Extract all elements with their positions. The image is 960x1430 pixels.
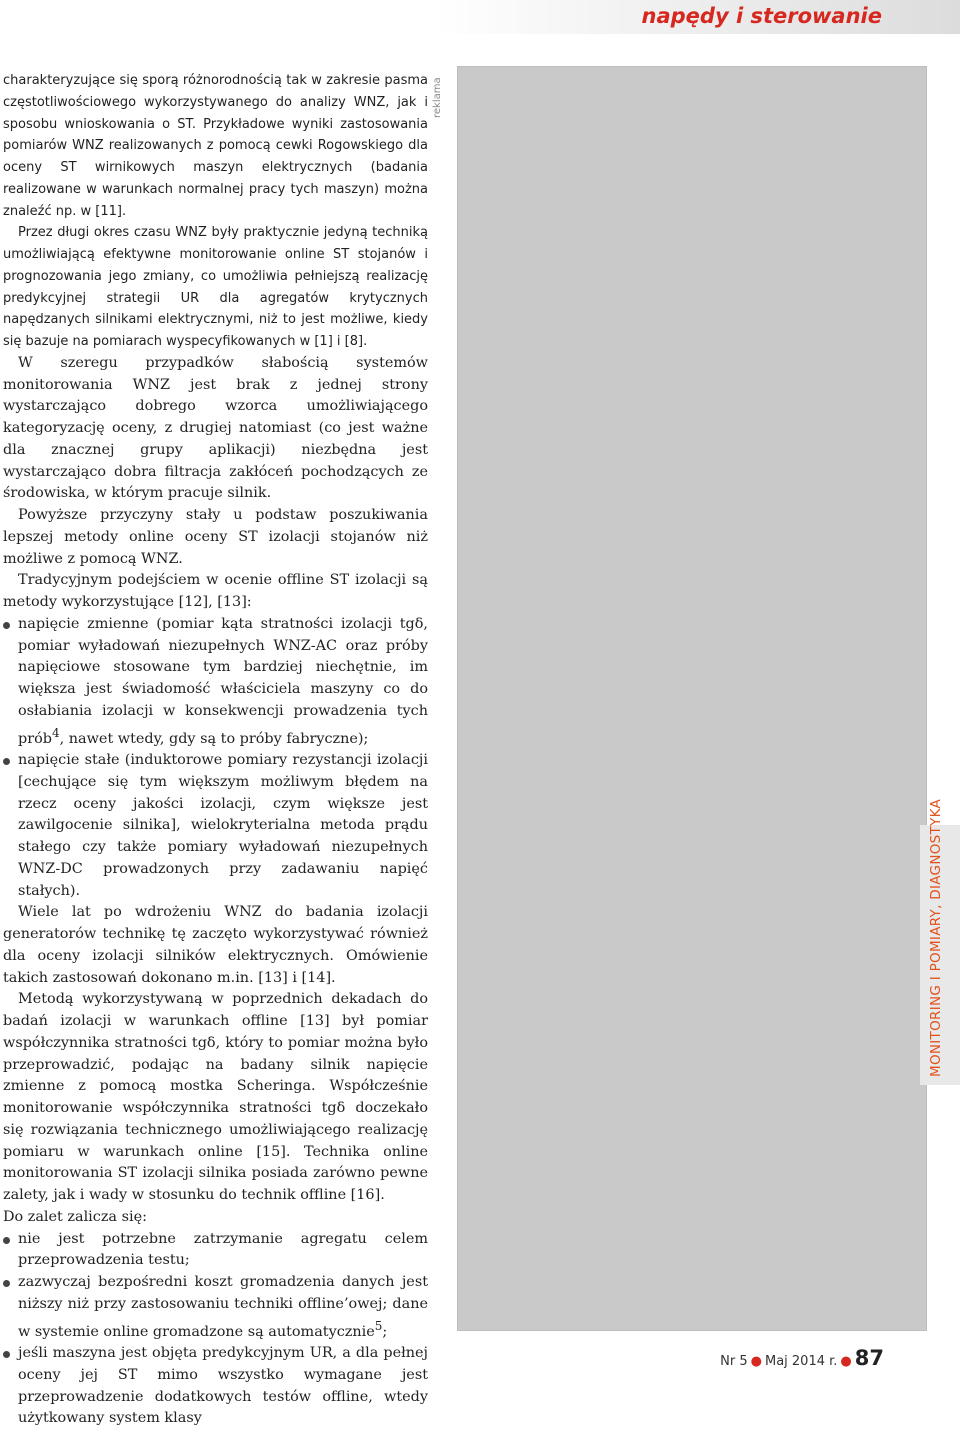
- list-item: jeśli maszyna jest objęta predykcyjnym UR, a dla pełnej oceny jej ST mimo wszystko wymagane jest przeprowadzenie dodatkowych testów offline, wtedy użytkowany system klasy: [3, 1343, 428, 1430]
- section-title: napędy i sterowanie: [641, 4, 882, 28]
- side-tab-label: MONITORING I POMIARY, DIAGNOSTYKA: [928, 798, 944, 1077]
- bullet-icon: [3, 1237, 10, 1244]
- page-number: 87: [854, 1346, 884, 1370]
- paragraph-5: Tradycyjnym podejściem w ocenie offline ST izolacji są metody wykorzystujące [12], [13]:: [3, 572, 428, 610]
- paragraph-7: Metodą wykorzystywaną w poprzednich dekadach do badań izolacji w warunkach offline [13] był pomiar współczynnika stratności tgδ, który to pomiar można było przeprowadzić, podając na badany silnik napięcie zmienne z pomocą mostka Scheringa. Współcześnie monitorowanie współczynnika stratności tgδ doczekało się rozwiązania technicznego umożliwiającego realizację pomiaru w warunkach online [15]. Technika online monitorowania ST izolacji silnika posiada zarówno pewne zalety, jak i wady w stosunku do technik offline [16].: [3, 991, 428, 1204]
- article-column: [3, 70, 428, 1430]
- paragraph-1: charakteryzujące się sporą różnorodnością tak w zakresie pasma częstotliwościowego wykorzystywanego do analizy WNZ, jak i sposobu wnioskowania o ST. Przykładowe wyniki zastosowania pomiarów WNZ realizowanych z pomocą cewki Rogowskiego dla oceny ST wirnikowych maszyn elektrycznych (badania realizowane w warunkach normalnej pracy tych maszyn) można znaleźć np. w [11].: [3, 73, 428, 219]
- advertisement-placeholder: [457, 66, 927, 1331]
- paragraph-6: Wiele lat po wdrożeniu WNZ do badania izolacji generatorów technikę tę zaczęto wykorzystywać również dla oceny izolacji silników elektrycznych. Omówienie takich zastosowań dokonano m.in. [13] i [14].: [3, 904, 428, 986]
- bullet-icon: [3, 622, 10, 629]
- advantages-list: [3, 1229, 428, 1430]
- paragraph-4: Powyższe przyczyny stały u podstaw poszukiwania lepszej metody online oceny ST izolacji stojanów niż możliwe z pomocą WNZ.: [3, 507, 428, 567]
- separator-dot-icon: ●: [840, 1354, 852, 1369]
- paragraph-8: Do zalet zalicza się:: [3, 1208, 147, 1225]
- bullet-icon: [3, 758, 10, 765]
- ad-label: reklama: [432, 77, 443, 118]
- list-item: zazwyczaj bezpośredni koszt gromadzenia danych jest niższy niż przy zastosowaniu techniki offline’owej; dane w systemie online gromadzone są automatycznie$^5$;: [3, 1272, 428, 1343]
- issue-date: Maj 2014 r.: [764, 1354, 838, 1369]
- header-bar: [0, 0, 960, 34]
- issue-number: Nr 5: [720, 1354, 748, 1369]
- bullet-icon: [3, 1280, 10, 1287]
- list-item: nie jest potrzebne zatrzymanie agregatu celem przeprowadzenia testu;: [3, 1229, 428, 1273]
- list-item: napięcie stałe (induktorowe pomiary rezystancji izolacji [cechujące się tym większym możliwym błędem na rzecz oceny jakości izolacji, czym większe jest zawilgocenie silnika], wielokryterialna metoda prądu stałego czy także pomiary wyładowań niezupełnych WNZ-DC prowadzonych przy zadawaniu napięć stałych).: [3, 750, 428, 902]
- footer: [720, 1346, 884, 1370]
- separator-dot-icon: ●: [750, 1354, 762, 1369]
- method-list: [3, 614, 428, 903]
- paragraph-3: W szeregu przypadków słabością systemów monitorowania WNZ jest brak z jednej strony wystarczająco dobrego wzorca umożliwiającego kategoryzację oceny, z drugiej natomiast (co jest ważne dla znacznej grupy aplikacji) niezbędna jest wystarczająco dobra filtracja zakłóceń pochodzących ze środowiska, w którym pracuje silnik.: [3, 354, 428, 502]
- list-item: napięcie zmienne (pomiar kąta stratności izolacji tgδ, pomiar wyładowań niezupełnych WNZ-AC oraz próby napięciowe stosowane tym bardziej niechętnie, im większa jest świadomość właściciela maszyny co do osłabiania izolacji w konsekwencji prowadzenia tych prób$^4$, nawet wtedy, gdy są to próby fabryczne);: [3, 614, 428, 750]
- bullet-icon: [3, 1351, 10, 1358]
- paragraph-2: Przez długi okres czasu WNZ były praktycznie jedyną techniką umożliwiającą efektywne monitorowanie online ST stojanów i prognozowania jego zmiany, co umożliwia pełniejszą realizację predykcyjnej strategii UR dla agregatów krytycznych napędzanych silnikami elektrycznymi, niż to jest możliwe, kiedy się bazuje na pomiarach wyspecyfikowanych w [1] i [8].: [3, 225, 428, 349]
